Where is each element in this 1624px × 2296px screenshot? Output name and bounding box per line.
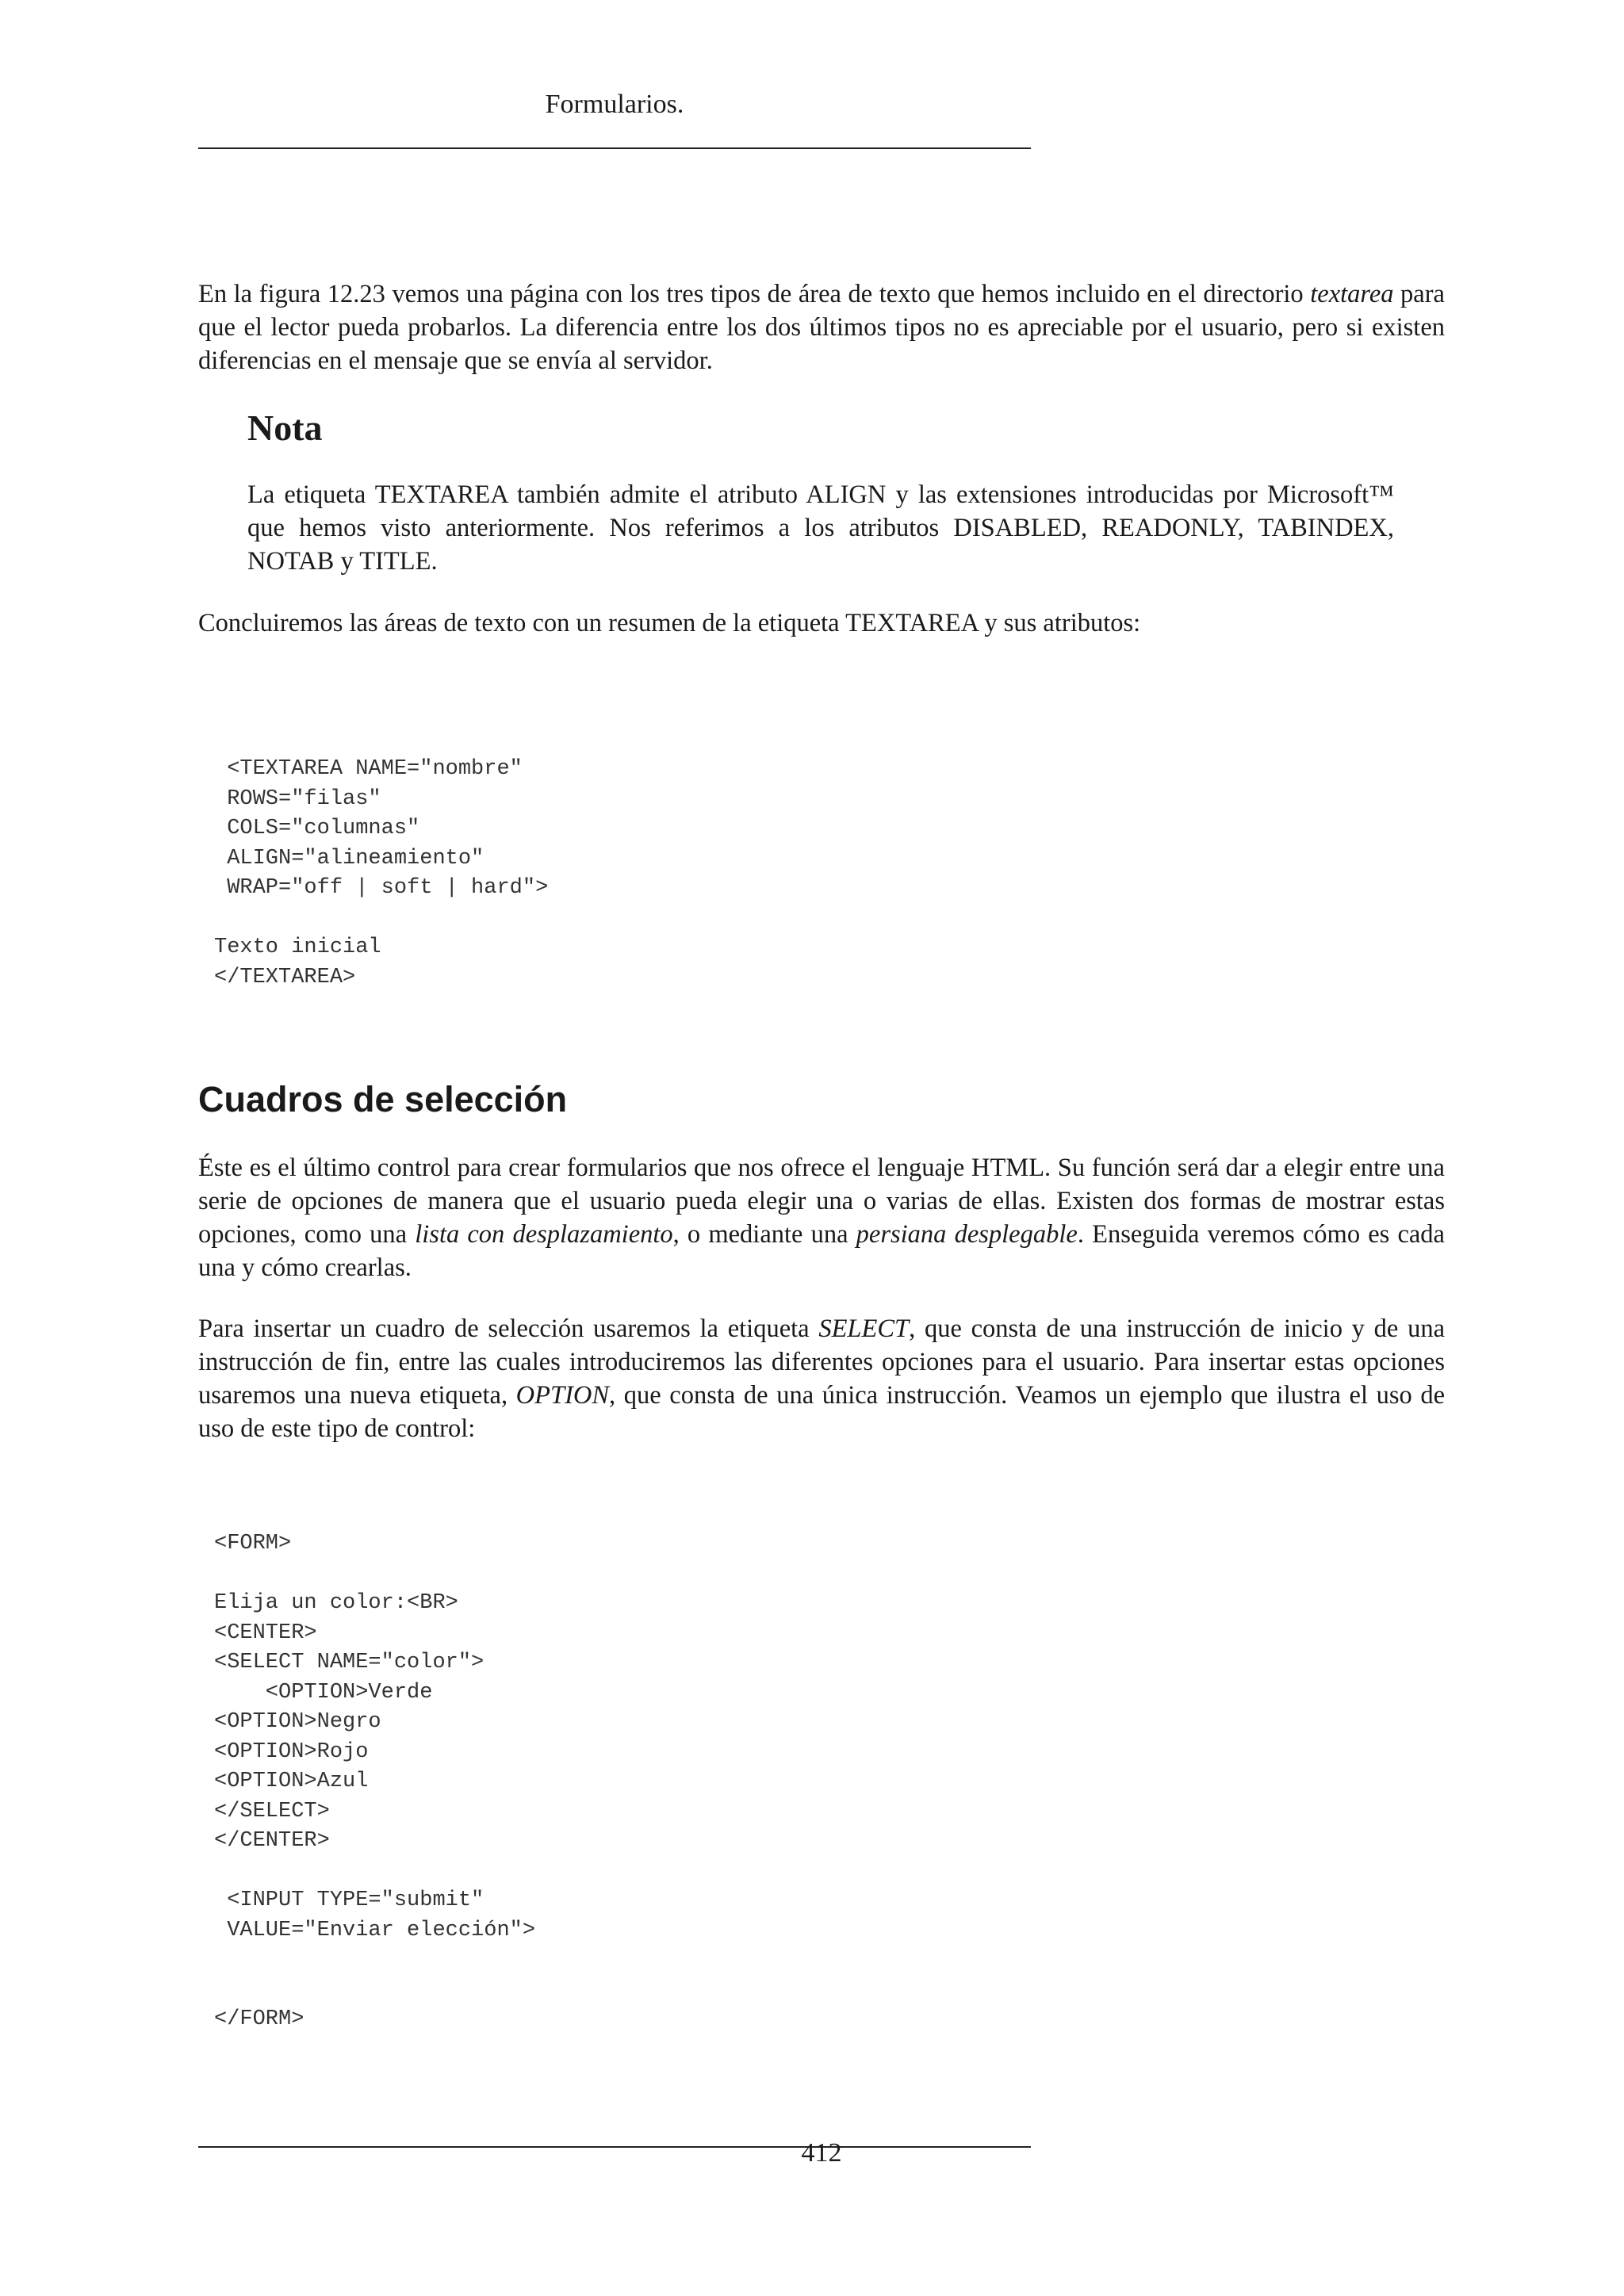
paragraph-text: En la figura 12.23 vemos una página con los tres tipos de área de texto que hemos incluido en el directorio	[198, 280, 1311, 308]
paragraph-text: Éste es el último control para crear formularios que nos ofrece el lenguaje HTML. Su función será dar a elegir entre una serie de opciones de manera que el usuario pueda elegir una o varias de ellas. Existen dos formas de mostrar estas opciones, como una	[198, 1154, 1445, 1249]
paragraph-text: . Enseguida veremos cómo es cada una y cómo crearlas.	[198, 1220, 1445, 1282]
paragraph-select-intro	[198, 1151, 1445, 1284]
note-title: Nota	[247, 408, 323, 448]
emphasis-textarea: textarea	[1310, 280, 1394, 308]
header-rule	[198, 147, 1031, 149]
emphasis-select: SELECT	[818, 1314, 910, 1343]
paragraph-textarea-summary: Concluiremos las áreas de texto con un resumen de la etiqueta TEXTAREA y sus atributos:	[198, 609, 1141, 637]
paragraph-select-usage	[198, 1312, 1445, 1445]
paragraph-text: para que el lector pueda probarlos. La diferencia entre los dos últimos tipos no es apreciable por el usuario, pero si existen diferencias en el mensaje que se envía al servidor.	[198, 280, 1445, 375]
emphasis-scroll-list: lista con desplazamiento	[415, 1220, 673, 1249]
section-heading: Cuadros de selección	[198, 1079, 568, 1119]
running-header: Formularios.	[545, 90, 684, 119]
paragraph-text: Para insertar un cuadro de selección usaremos la etiqueta	[198, 1314, 819, 1343]
paragraph-text: , que consta de una instrucción de inicio y de una instrucción de fin, entre las cuales introduciremos las diferentes opciones para el usuario. Para insertar estas opciones usaremos una nueva etiqueta,	[198, 1314, 1445, 1410]
code-block-select: <FORM> Elija un color:<BR> <CENTER> <SELECT NAME="color"> <OPTION>Verde <OPTION>Negro <OPTION>Rojo <OPTION>Azul </SELECT> </CENTER> <INPUT TYPE="submit" VALUE="Enviar elección"> </FORM>	[214, 1532, 536, 2031]
paragraph-text: , que consta de una única instrucción. Veamos un ejemplo que ilustra el uso de uso de este tipo de control:	[198, 1381, 1445, 1443]
emphasis-option: OPTION	[515, 1381, 610, 1410]
page-number: 412	[801, 2138, 842, 2168]
paragraph-textarea-intro	[198, 277, 1445, 377]
note-body: La etiqueta TEXTAREA también admite el atributo ALIGN y las extensiones introducidas por Microsoft™ que hemos visto anteriormente. Nos referimos a los atributos DISABLED, READONLY, TABINDEX, NOTAB y TITLE.	[247, 480, 1394, 576]
code-block-textarea: <TEXTAREA NAME="nombre" ROWS="filas" COLS="columnas" ALIGN="alineamiento" WRAP="off | soft | hard"> Texto inicial </TEXTAREA>	[214, 757, 549, 989]
emphasis-dropdown: persiana desplegable	[856, 1220, 1078, 1249]
paragraph-text: , o mediante una	[672, 1220, 856, 1249]
